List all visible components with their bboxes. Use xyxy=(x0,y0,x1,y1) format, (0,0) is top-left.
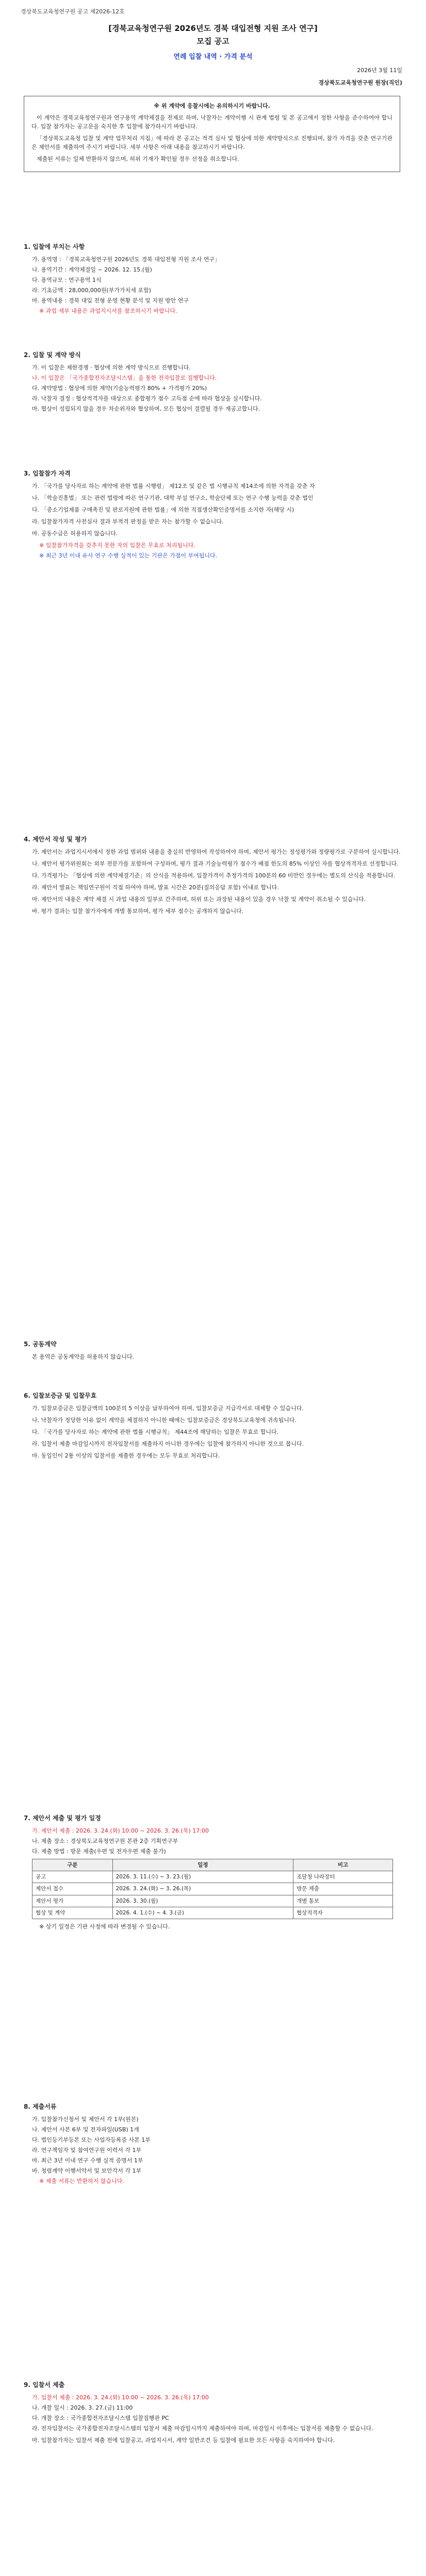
notice-subtitle: 연례 입찰 내역 · 가격 분석 xyxy=(173,53,253,61)
section-heading: 1. 입찰에 부치는 사항 xyxy=(24,243,85,250)
table-cell: 2026. 4. 1.(수) ~ 4. 3.(금) xyxy=(112,1907,293,1919)
notice-date: 2026년 3월 11일 xyxy=(357,67,402,74)
section-line: 나. 제출 장소 : 경상북도교육청연구원 본관 2층 기획연구부 xyxy=(32,1837,178,1844)
section-paragraph: 라. 입찰서 제출 마감일시까지 전자입찰서를 제출하지 아니한 경우에는 입찰에 참가하지 아니한 것으로 봅니다. xyxy=(32,1440,304,1447)
section-note: ※ 과업 세부 내용은 과업지시서를 참조하시기 바랍니다. xyxy=(39,307,177,314)
section-line: 가. 제안서 제출 : 2026. 3. 24.(화) 10:00 ~ 2026. 3. 26.(목) 17:00 xyxy=(32,1827,209,1834)
section-line: 마. 협상이 성립되지 않을 경우 차순위자와 협상하며, 모든 협상이 결렬될 경우 재공고합니다. xyxy=(32,405,260,412)
section-heading: 9. 입찰서 제출 xyxy=(24,2381,65,2388)
table-row xyxy=(32,1883,393,1895)
table-header: 일정 xyxy=(112,1859,293,1871)
section-line: 다. 계약방법 : 협상에 의한 계약(기술능력평가 80% + 가격평가 20%) xyxy=(32,384,207,392)
section-paragraph: 다. 가격평가는 「협상에 의한 계약체결기준」의 산식을 적용하며, 입찰가격이 추정가격의 100분의 60 미만인 경우에는 별도의 산식을 적용합니다. xyxy=(32,872,396,879)
section-line: 나. 이 입찰은 「국가종합전자조달시스템」을 통한 전자입찰로 집행합니다. xyxy=(32,374,217,381)
section-line: 가. 「국가를 당사자로 하는 계약에 관한 법률 시행령」 제12조 및 같은 법 시행규칙 제14조에 의한 자격을 갖춘 자 xyxy=(32,482,315,489)
section-paragraph: 바. 평가 결과는 입찰 참가자에게 개별 통보하며, 평가 세부 점수는 공개하지 않습니다. xyxy=(32,907,244,914)
section-6 xyxy=(24,1391,402,1463)
section-heading: 4. 제안서 작성 및 평가 xyxy=(24,836,87,843)
table-cell: 협상적격자 xyxy=(293,1907,393,1919)
section-line: 가. 입찰서 제출 : 2026. 3. 24.(화) 10:00 ~ 2026. 3. 26.(목) 17:00 xyxy=(32,2394,209,2401)
section-heading: 6. 입찰보증금 및 입찰무효 xyxy=(24,1392,97,1399)
section-line: 나. 제안서 사본 6부 및 전자파일(USB) 1개 xyxy=(32,2126,139,2133)
table-cell: 협상 및 계약 xyxy=(32,1907,113,1919)
section-paragraph: 가. 제안서는 과업지시서에서 정한 과업 범위와 내용을 충실히 반영하여 작성하여야 하며, 제안서 평가는 정성평가와 정량평가로 구분하여 실시합니다. xyxy=(32,848,401,855)
section-heading: 5. 공동계약 xyxy=(24,1341,57,1348)
section-note: ※ 상기 일정은 기관 사정에 따라 변경될 수 있습니다. xyxy=(39,1923,170,1930)
section-heading: 8. 제출서류 xyxy=(24,2103,57,2110)
notice-title: [경북교육청연구원 2026년도 경북 대입전형 지원 조사 연구] xyxy=(108,24,318,33)
table-row xyxy=(32,1895,393,1907)
intro-paragraph: 제출된 서류는 일체 반환하지 않으며, 허위 기재가 확인될 경우 선정을 취소합니다. xyxy=(37,156,239,163)
table-row xyxy=(32,1871,393,1883)
section-line: 본 용역은 공동계약을 허용하지 않습니다. xyxy=(32,1353,135,1360)
issuing-org: 경상북도교육청연구원 원장(직인) xyxy=(318,79,402,86)
table-cell: 방문 제출 xyxy=(293,1883,393,1895)
section-line: 가. 입찰참가신청서 및 제안서 각 1부(원본) xyxy=(32,2115,139,2123)
section-paragraph: 마. 입찰참가자는 입찰서 제출 전에 입찰공고, 과업지시서, 계약 일반조건 등 입찰에 필요한 모든 사항을 숙지하여야 합니다. xyxy=(32,2436,335,2444)
intro-paragraph: 이 계약은 경북교육청연구원과 연구용역 계약체결을 전제로 하며, 낙찰자는 계약이행 시 관계 법령 및 본 공고에서 정한 사항을 준수하여야 합니다. 입찰 참가자는 공고문을 숙지한 후 입찰에 참가하시기 바랍니다. xyxy=(31,114,392,130)
section-5 xyxy=(24,1340,402,1363)
section-note: ※ 최근 3년 이내 유사 연구 수행 실적이 있는 기관은 가점이 부여됩니다. xyxy=(39,552,218,559)
section-line: 바. 청렴계약 이행서약서 및 보안각서 각 1부 xyxy=(32,2167,142,2174)
section-heading: 3. 입찰참가 자격 xyxy=(24,470,71,477)
section-line: 다. 개찰 장소 : 국가종합전자조달시스템 입찰집행관 PC xyxy=(32,2414,169,2421)
table-cell: 2026. 3. 11.(수) ~ 3. 23.(월) xyxy=(112,1871,293,1883)
table-cell: 조달청 나라장터 xyxy=(293,1871,393,1883)
section-heading: 7. 제안서 제출 및 평가 일정 xyxy=(24,1815,101,1822)
table-cell: 제안서 접수 xyxy=(32,1883,113,1895)
intro-box xyxy=(24,96,400,172)
section-1 xyxy=(24,242,402,317)
section-line: 마. 용역내용 : 경북 대입 전형 운영 현황 분석 및 지원 방안 연구 xyxy=(32,297,189,304)
section-line: 다. 「중소기업제품 구매촉진 및 판로지원에 관한 법률」에 의한 직접생산확인증명서를 소지한 자(해당 시) xyxy=(32,506,294,513)
section-line: 라. 입찰참가자격 사전심사 결과 부적격 판정을 받은 자는 참가할 수 없습니다. xyxy=(32,518,224,525)
section-9 xyxy=(24,2380,402,2448)
section-3 xyxy=(24,469,402,562)
section-line: 나. 개찰 일시 : 2026. 3. 27.(금) 11:00 xyxy=(32,2404,133,2411)
table-header: 비고 xyxy=(293,1859,393,1871)
section-heading: 2. 입찰 및 계약 방식 xyxy=(24,351,81,359)
table-cell: 개별 통보 xyxy=(293,1895,393,1907)
section-line: 다. 법인등기부등본 또는 사업자등록증 사본 1부 xyxy=(32,2136,151,2143)
section-paragraph: 가. 입찰보증금은 입찰금액의 100분의 5 이상을 납부하여야 하며, 입찰보증금 지급각서로 대체할 수 있습니다. xyxy=(32,1404,304,1412)
section-line: 마. 공동수급은 허용하지 않습니다. xyxy=(32,530,118,537)
section-line: 나. 용역기간 : 계약체결일 ~ 2026. 12. 15.(월) xyxy=(32,266,152,273)
section-paragraph: 나. 제안서 평가위원회는 외부 전문가를 포함하여 구성하며, 평가 결과 기술능력평가 점수가 배점 한도의 85% 이상인 자를 협상적격자로 선정합니다. xyxy=(32,860,399,867)
intro-paragraph: 「경상북도교육청 입찰 및 계약 업무처리 지침」에 따라 본 공고는 적격 심사 및 협상에 의한 계약방식으로 진행되며, 참가 자격을 갖춘 연구기관은 제안서를 제출하여 주시기 바랍니다. 세부 사항은 아래 내용을 참고하시기 바랍니다. xyxy=(31,135,392,151)
section-note: ※ 제출 서류는 반환하지 않습니다. xyxy=(39,2177,124,2184)
notice-title-block xyxy=(0,23,426,62)
table-cell: 2026. 3. 30.(월) xyxy=(112,1895,293,1907)
section-paragraph: 마. 제안서의 내용은 계약 체결 시 과업 내용의 일부로 간주하며, 허위 또는 과장된 내용이 있을 경우 낙찰 및 계약이 취소될 수 있습니다. xyxy=(32,895,366,903)
section-paragraph: 마. 동일인이 2통 이상의 입찰서를 제출한 경우에는 모두 무효로 처리합니다. xyxy=(32,1452,220,1459)
section-8 xyxy=(24,2102,402,2187)
section-line: 라. 낙찰자 결정 : 협상적격자를 대상으로 종합평가 점수 고득점 순에 따라 협상을 실시합니다. xyxy=(32,395,262,402)
section-line: 가. 용역명 : 「경북교육청연구원 2026년도 경북 대입전형 지원 조사 연구」 xyxy=(32,256,220,263)
table-cell: 2026. 3. 24.(화) ~ 3. 26.(목) xyxy=(112,1883,293,1895)
section-2 xyxy=(24,350,402,415)
schedule-table xyxy=(32,1859,393,1919)
table-row xyxy=(32,1907,393,1919)
section-7 xyxy=(24,1814,402,1933)
section-paragraph: 나. 낙찰자가 정당한 이유 없이 계약을 체결하지 아니한 때에는 입찰보증금은 경상북도교육청에 귀속됩니다. xyxy=(32,1416,297,1423)
notice-number: 경상북도교육청연구원 공고 제2026-12호 xyxy=(21,8,125,15)
section-note: ※ 입찰참가자격을 갖추지 못한 자의 입찰은 무효로 처리됩니다. xyxy=(39,541,195,549)
section-paragraph: 라. 전자입찰서는 국가종합전자조달시스템의 입찰서 제출 마감일시까지 제출하여야 하며, 마감일시 이후에는 입찰서를 제출할 수 없습니다. xyxy=(32,2425,373,2432)
table-header: 구분 xyxy=(32,1859,113,1871)
section-line: 나. 「학술진흥법」 또는 관련 법령에 따른 연구기관, 대학 부설 연구소, 학술단체 또는 연구 수행 능력을 갖춘 법인 xyxy=(32,494,314,501)
intro-box-head: ※ 위 계약에 응찰시에는 유의하시기 바랍니다. xyxy=(154,103,270,109)
section-line: 라. 연구책임자 및 참여연구원 이력서 각 1부 xyxy=(32,2146,142,2154)
section-line: 가. 이 입찰은 제한경쟁 · 협상에 의한 계약 방식으로 진행합니다. xyxy=(32,364,191,371)
notice-title-sub: 모집 공고 xyxy=(196,37,230,46)
section-line: 라. 기초금액 : 28,000,000원(부가가치세 포함) xyxy=(32,286,151,294)
table-cell: 제안서 평가 xyxy=(32,1895,113,1907)
section-line: 다. 제출 방법 : 방문 제출(우편 및 전자우편 제출 불가) xyxy=(32,1848,166,1855)
section-paragraph: 다. 「국가를 당사자로 하는 계약에 관한 법률 시행규칙」 제44조에 해당하는 입찰은 무효로 합니다. xyxy=(32,1428,279,1435)
section-4 xyxy=(24,835,402,919)
section-line: 마. 최근 3년 이내 연구 수행 실적 증명서 1부 xyxy=(32,2157,143,2164)
section-paragraph: 라. 제안서 발표는 책임연구원이 직접 하여야 하며, 발표 시간은 20분(질의응답 포함) 이내로 합니다. xyxy=(32,884,279,891)
section-line: 다. 용역규모 : 연구용역 1식 xyxy=(32,276,102,283)
table-cell: 공고 xyxy=(32,1871,113,1883)
